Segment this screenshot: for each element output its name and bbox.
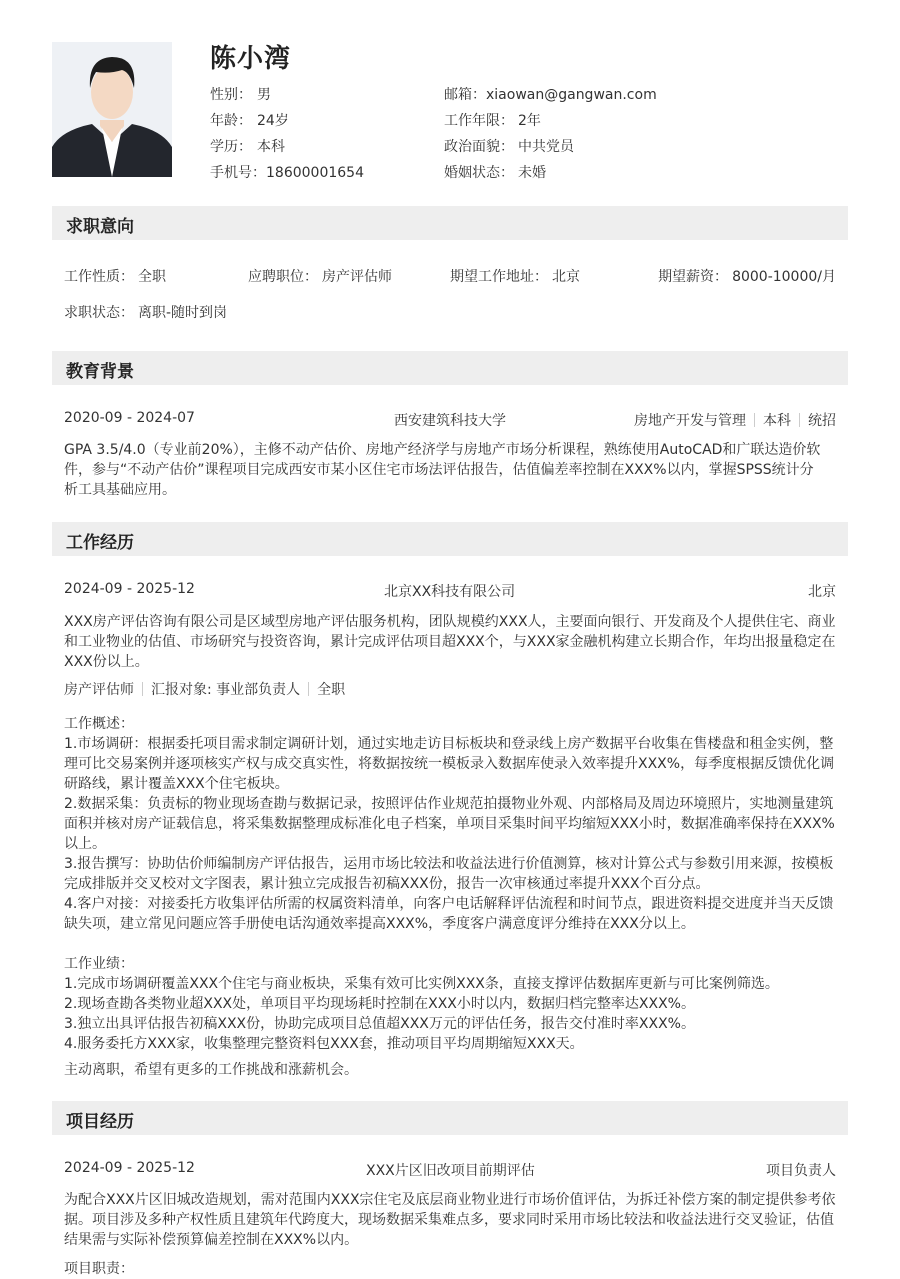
text-line: XXX房产评估咨询有限公司是区域型房地产评估服务机构，团队规模约XXX人，主要面向银行、开发商及个人提供住宅、商业 [64,614,836,630]
text-line: 1.完成市场调研覆盖XXX个住宅与商业板块，采集有效可比实例XXX条，直接支撑评估数据库更新与可比案例筛选。 [64,976,779,992]
text-line: 以上。 [64,836,106,852]
overview-label: 工作概述： [64,716,134,732]
leave-reason: 主动离职，希望有更多的工作挑战和涨薪机会。 [64,1062,358,1078]
education-level-row [210,136,285,156]
education-level-value: 本科 [257,139,285,155]
text-line: 理可比交易案例并逐项核实产权与成交真实性，将数据按统一模板录入数据库使录入效率提升XXX%，每季度根据反馈优化调 [64,756,835,772]
age-row [210,110,289,130]
education-school: 西安建筑科技大学 [394,413,506,429]
work-employment-type: 全职 [317,682,346,698]
marital-value: 未婚 [518,165,546,181]
project-description [64,1190,839,1250]
section-header-education [52,351,848,385]
email-label: 邮箱： [444,87,486,103]
job-type-value: 全职 [138,269,166,285]
education-mode: 统招 [808,413,836,429]
text-line: 析工具基础应用。 [64,482,176,498]
text-line: 结果需与实际补偿预算偏差控制在XXX%以内。 [64,1232,359,1248]
candidate-name: 陈小湾 [210,44,292,74]
job-status-value: 离职-随时到岗 [138,305,228,321]
job-location-label: 期望工作地址： [450,269,548,285]
job-status [64,302,227,322]
achievements-label: 工作业绩： [64,956,134,972]
section-title-project: 项目经历 [66,1112,134,1132]
work-city: 北京 [808,584,836,600]
text-line: 完成排版并交叉校对文字图表，累计独立完成报告初稿XXX份，报告一次审核通过率提升XXX个百分点。 [64,876,710,892]
gender-value: 男 [257,87,271,103]
divider [799,413,800,427]
job-position-value: 房产评估师 [322,269,392,285]
education-degree: 本科 [763,413,791,429]
text-line: 3.报告撰写：协助估价师编制房产评估报告，运用市场比较法和收益法进行价值测算，核对计算公式与参数引用来源，按模板 [64,856,834,872]
profile-photo [52,42,172,177]
marital-label: 婚姻状态： [444,165,514,181]
work-years-value: 2年 [518,113,541,129]
work-role: 房产评估师 [64,682,134,698]
email-value: xiaowan@gangwan.com [486,87,657,103]
job-salary-value: 8000-10000/月 [732,269,836,285]
section-title-intent: 求职意向 [66,217,134,237]
marital-row [444,162,546,182]
divider [142,682,143,696]
politics-label: 政治面貌： [444,139,514,155]
text-line: 研路线，累计覆盖XXX个住宅板块。 [64,776,289,792]
job-type-label: 工作性质： [64,269,134,285]
text-line: 2.数据采集：负责标的物业现场查勘与数据记录，按照评估作业规范拍摄物业外观、内部格局及周边环境照片，实地测量建筑 [64,796,834,812]
text-line: 为配合XXX片区旧城改造规划，需对范围内XXX宗住宅及底层商业物业进行市场价值评估，为拆迁补偿方案的制定提供参考依 [64,1192,836,1208]
phone-value: 18600001654 [266,165,364,181]
project-role: 项目负责人 [766,1163,836,1179]
education-description [64,440,839,500]
work-years-row [444,110,541,130]
text-line: XXX份以上。 [64,654,149,670]
education-major: 房地产开发与管理 [634,413,746,429]
text-line: 件，参与“不动产估价”课程项目完成西安市某小区住宅市场法评估报告，估值偏差率控制在XXX%以内，掌握SPSS统计分 [64,462,814,478]
text-line: 4.客户对接：对接委托方收集评估所需的权属资料清单，向客户电话解释评估流程和时间节点，跟进资料提交进度并当天反馈 [64,896,834,912]
text-line: 面积并核对房产证载信息，将采集数据整理成标准化电子档案，单项目采集时间平均缩短XXX小时，数据准确率保持在XXX% [64,816,835,832]
section-title-work: 工作经历 [66,533,134,553]
work-years-label: 工作年限： [444,113,514,129]
divider [308,682,309,696]
text-line: 和工业物业的估值、市场研究与投资咨询，累计完成评估项目超XXX个，与XXX家金融机构建立长期合作，年均出报量稳定在 [64,634,836,650]
work-overview [64,714,839,934]
work-role-meta [64,679,345,699]
age-value: 24岁 [257,113,289,129]
text-line: 1.市场调研：根据委托项目需求制定调研计划，通过实地走访目标板块和登录线上房产数据平台收集在售楼盘和租金实例，整 [64,736,834,752]
job-salary [658,266,836,286]
section-title-education: 教育背景 [66,362,134,382]
phone-row [210,162,364,182]
text-line: 3.独立出具评估报告初稿XXX份，协助完成项目总值超XXX万元的评估任务，报告交付准时率XXX%。 [64,1016,695,1032]
section-header-intent [52,206,848,240]
work-company: 北京XX科技有限公司 [384,584,516,600]
job-location [450,266,580,286]
work-period: 2024-09 - 2025-12 [64,581,195,597]
gender-label: 性别： [210,87,252,103]
work-report-to: 汇报对象: 事业部负责人 [151,682,301,698]
divider [754,413,755,427]
age-label: 年龄： [210,113,252,129]
text-line: 2.现场查勘各类物业超XXX处，单项目平均现场耗时控制在XXX小时以内，数据归档完整率达XXX%。 [64,996,695,1012]
project-duty-label: 项目职责： [64,1261,134,1277]
gender-row [210,84,271,104]
section-header-work [52,522,848,556]
phone-label: 手机号： [210,165,266,181]
text-line: 4.服务委托方XXX家，收集整理完整资料包XXX套，推动项目平均周期缩短XXX天。 [64,1036,584,1052]
job-salary-label: 期望薪资： [658,269,729,285]
section-header-project [52,1101,848,1135]
person-portrait-icon [52,42,172,177]
job-location-value: 北京 [552,269,580,285]
job-position-label: 应聘职位： [248,269,318,285]
project-period: 2024-09 - 2025-12 [64,1160,195,1176]
work-achievements [64,954,839,1054]
company-intro [64,612,839,672]
education-level-label: 学历： [210,139,252,155]
politics-value: 中共党员 [518,139,574,155]
job-status-label: 求职状态： [64,305,134,321]
text-line: GPA 3.5/4.0（专业前20%），主修不动产估价、房地产经济学与房地产市场分析课程，熟练使用AutoCAD和广联达造价软 [64,442,821,458]
project-name: XXX片区旧改项目前期评估 [366,1163,535,1179]
education-meta [634,410,836,430]
email-row [444,84,657,104]
politics-row [444,136,574,156]
job-type [64,266,166,286]
text-line: 据。项目涉及多种产权性质且建筑年代跨度大，现场数据采集难点多，要求同时采用市场比较法和收益法进行交叉验证，估值 [64,1212,834,1228]
text-line: 缺失项，建立常见问题应答手册使电话沟通效率提高XXX%，季度客户满意度评分维持在XXX分以上。 [64,916,695,932]
education-period: 2020-09 - 2024-07 [64,410,195,426]
job-position [248,266,392,286]
